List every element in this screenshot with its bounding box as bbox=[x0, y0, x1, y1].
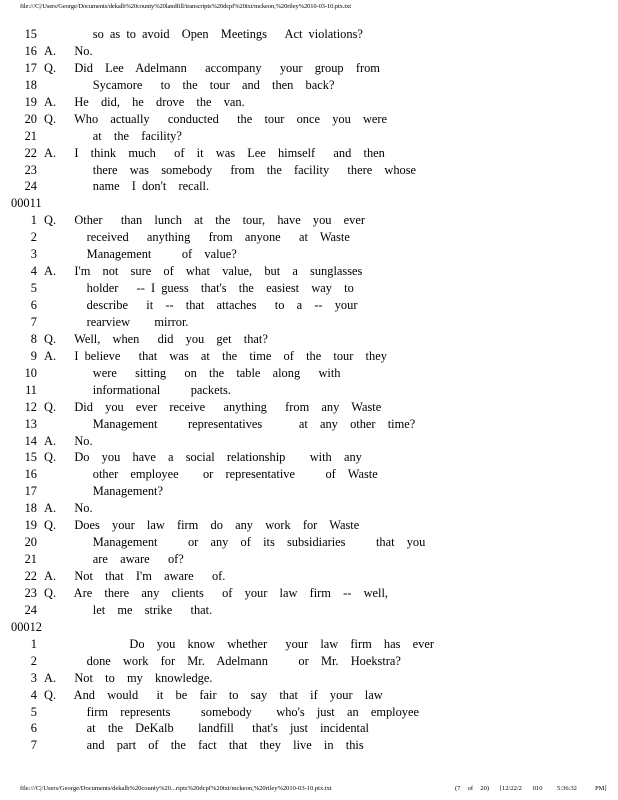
transcript-line bbox=[11, 365, 611, 382]
line-number: 7 bbox=[30, 738, 37, 753]
line-text: informational packets. bbox=[44, 382, 231, 397]
transcript-line bbox=[11, 382, 611, 399]
line-text: holder -- I guess that's the easiest way to bbox=[44, 281, 354, 296]
line-text: Q. Does your law firm do any work for Waste bbox=[44, 518, 360, 533]
line-text: A. I'm not sure of what value, but a sunglasses bbox=[44, 264, 363, 279]
line-text: Management representatives at any other time? bbox=[44, 416, 416, 431]
line-number: 20 bbox=[24, 111, 37, 126]
line-number: 6 bbox=[30, 298, 37, 312]
page-marker-text: 00012 bbox=[11, 619, 42, 634]
transcript-line bbox=[11, 568, 611, 585]
transcript-line bbox=[11, 534, 611, 551]
line-text: let me strike that. bbox=[44, 602, 213, 617]
line-number: 2 bbox=[30, 230, 37, 245]
line-text: Q. And would it be fair to say that if your law bbox=[44, 687, 383, 702]
line-text: Q. Are there any clients of your law firm -- well, bbox=[44, 585, 389, 600]
transcript-line bbox=[11, 331, 611, 348]
line-text: Do you know whether your law firm has ever bbox=[44, 636, 434, 651]
line-number: 15 bbox=[24, 450, 37, 465]
line-number: 1 bbox=[30, 213, 37, 228]
line-number: 22 bbox=[24, 145, 37, 160]
line-number: 24 bbox=[24, 179, 37, 194]
line-text: are aware of? bbox=[44, 552, 184, 567]
line-number: 8 bbox=[30, 331, 37, 346]
transcript-line bbox=[11, 602, 611, 619]
line-number: 21 bbox=[24, 552, 37, 567]
line-number: 3 bbox=[30, 670, 37, 685]
line-text: A. No. bbox=[44, 433, 93, 448]
line-text: Management or any of its subsidiaries that you bbox=[44, 535, 426, 550]
line-number: 10 bbox=[24, 365, 37, 380]
line-text: A. I believe that was at the time of the tour they bbox=[44, 348, 387, 363]
transcript-line bbox=[11, 178, 611, 195]
line-text: at the DeKalb landfill that's just incidental bbox=[44, 721, 369, 736]
line-number: 16 bbox=[24, 467, 37, 482]
line-number: 9 bbox=[30, 348, 37, 363]
line-text: other employee or representative of Waste bbox=[44, 467, 378, 482]
line-text: so as to avoid Open Meetings Act violations? bbox=[44, 27, 363, 41]
transcript-line bbox=[11, 433, 611, 450]
transcript-line bbox=[11, 670, 611, 687]
footer-file-path: file:///C|/Users/George/Documents/dekalb%20county%20...ripts%20dcpf%20txt/mckeon,%20riley%2010-03-10.ptx.txt bbox=[20, 785, 332, 792]
line-number: 5 bbox=[30, 704, 37, 719]
line-text: Q. Do you have a social relationship with any bbox=[44, 450, 362, 465]
transcript-line bbox=[11, 399, 611, 416]
line-text: were sitting on the table along with bbox=[44, 365, 341, 380]
transcript-line bbox=[11, 483, 611, 500]
line-number: 2 bbox=[30, 653, 37, 668]
line-number: 11 bbox=[25, 382, 37, 397]
line-text: A. No. bbox=[44, 501, 93, 516]
transcript-line bbox=[11, 704, 611, 721]
transcript-line bbox=[11, 162, 611, 179]
line-text: describe it -- that attaches to a -- your bbox=[44, 298, 358, 312]
transcript-line bbox=[11, 229, 611, 246]
transcript-line bbox=[11, 263, 611, 280]
line-text: name I don't recall. bbox=[44, 179, 210, 194]
line-number: 24 bbox=[24, 602, 37, 617]
line-text: Q. Did you ever receive anything from any Waste bbox=[44, 399, 382, 414]
line-text: A. No. bbox=[44, 43, 93, 58]
transcript-body bbox=[11, 26, 611, 754]
transcript-line bbox=[11, 687, 611, 704]
transcript-line bbox=[11, 111, 611, 128]
transcript-line bbox=[11, 348, 611, 365]
line-number: 5 bbox=[30, 281, 37, 296]
line-number: 22 bbox=[24, 569, 37, 583]
line-number: 6 bbox=[30, 721, 37, 736]
line-text: Management? bbox=[44, 484, 163, 499]
line-text: Q. Did Lee Adelmann accompany your group from bbox=[44, 60, 380, 75]
transcript-line bbox=[11, 720, 611, 737]
transcript-line bbox=[11, 653, 611, 670]
transcript-line bbox=[11, 737, 611, 754]
line-number: 18 bbox=[24, 501, 37, 516]
line-text: Sycamore to the tour and then back? bbox=[44, 77, 335, 92]
transcript-line bbox=[11, 145, 611, 162]
transcript-line bbox=[11, 585, 611, 602]
line-number: 18 bbox=[24, 77, 37, 92]
transcript-line bbox=[11, 449, 611, 466]
transcript-line bbox=[11, 416, 611, 433]
transcript-line bbox=[11, 60, 611, 77]
transcript-line bbox=[11, 94, 611, 111]
line-number: 15 bbox=[24, 27, 37, 41]
line-text: A. He did, he drove the van. bbox=[44, 94, 245, 109]
line-number: 17 bbox=[24, 484, 37, 499]
line-text: rearview mirror. bbox=[44, 314, 189, 329]
line-text: A. Not that I'm aware of. bbox=[44, 569, 226, 583]
line-number: 17 bbox=[24, 60, 37, 75]
line-number: 16 bbox=[24, 43, 37, 58]
page-marker-text: 00011 bbox=[11, 196, 42, 211]
line-number: 14 bbox=[24, 433, 37, 448]
line-number: 7 bbox=[30, 314, 37, 329]
line-number: 19 bbox=[24, 518, 37, 533]
line-text: Q. Well, when did you get that? bbox=[44, 331, 268, 346]
transcript-line bbox=[11, 500, 611, 517]
transcript-line bbox=[11, 297, 611, 314]
line-number: 12 bbox=[24, 399, 37, 414]
page-marker bbox=[11, 195, 611, 212]
page-marker bbox=[11, 619, 611, 636]
line-number: 3 bbox=[30, 247, 37, 262]
transcript-line bbox=[11, 43, 611, 60]
transcript-line bbox=[11, 212, 611, 229]
transcript-line bbox=[11, 246, 611, 263]
line-text: Q. Other than lunch at the tour, have you ever bbox=[44, 213, 366, 228]
transcript-line bbox=[11, 77, 611, 94]
line-text: Q. Who actually conducted the tour once you were bbox=[44, 111, 388, 126]
line-text: and part of the fact that they live in this bbox=[44, 738, 364, 753]
line-number: 13 bbox=[24, 416, 37, 431]
line-number: 4 bbox=[30, 264, 37, 279]
transcript-line bbox=[11, 280, 611, 297]
transcript-line bbox=[11, 517, 611, 534]
line-number: 19 bbox=[24, 94, 37, 109]
line-text: at the facility? bbox=[44, 128, 182, 143]
line-text: done work for Mr. Adelmann or Mr. Hoekstra? bbox=[44, 653, 401, 668]
line-number: 4 bbox=[30, 687, 37, 702]
line-text: firm represents somebody who's just an employee bbox=[44, 704, 419, 719]
line-text: there was somebody from the facility there whose bbox=[44, 162, 417, 177]
transcript-line bbox=[11, 128, 611, 145]
line-number: 20 bbox=[24, 535, 37, 550]
line-number: 1 bbox=[30, 636, 37, 651]
transcript-line bbox=[11, 466, 611, 483]
line-number: 21 bbox=[24, 128, 37, 143]
transcript-line bbox=[11, 551, 611, 568]
transcript-line bbox=[11, 636, 611, 653]
line-text: A. I think much of it was Lee himself and then bbox=[44, 145, 385, 160]
line-text: A. Not to my knowledge. bbox=[44, 670, 213, 685]
line-text: received anything from anyone at Waste bbox=[44, 230, 350, 245]
transcript-line bbox=[11, 314, 611, 331]
line-text: Management of value? bbox=[44, 247, 237, 262]
transcript-line bbox=[11, 26, 611, 43]
header-file-path: file:///C|/Users/George/Documents/dekalb%20county%20landfill/transcripts%20dcpf%20txt/mckeon,%20riley%2010-03-10.ptx.txt bbox=[20, 3, 351, 10]
line-number: 23 bbox=[24, 162, 37, 177]
line-number: 23 bbox=[24, 585, 37, 600]
footer-page-info: (7 of 20) [12/22/2 010 5:36:32 PM] bbox=[455, 785, 607, 792]
